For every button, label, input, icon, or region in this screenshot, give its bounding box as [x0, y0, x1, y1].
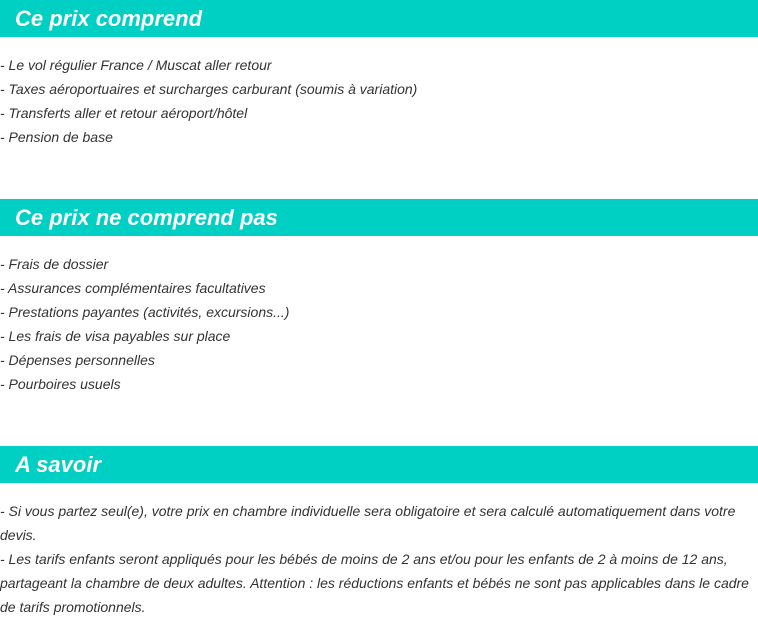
- section-title: Ce prix ne comprend pas: [15, 205, 278, 230]
- included-list: [0, 53, 758, 149]
- list-item: - Le vol régulier France / Muscat aller retour: [0, 57, 272, 73]
- list-item: - Frais de dossier: [0, 256, 109, 272]
- list-item: - Assurances complémentaires facultatives: [0, 280, 266, 296]
- list-item: - Transferts aller et retour aéroport/hôtel: [0, 105, 248, 121]
- info-paragraph: - Si vous partez seul(e), votre prix en chambre individuelle sera obligatoire et sera calculé automatiquement dans votre devis.: [0, 503, 736, 543]
- section-good-to-know: [0, 446, 758, 619]
- list-item: - Pension de base: [0, 129, 113, 145]
- excluded-list: [0, 252, 758, 396]
- section-header-banner: [0, 199, 758, 236]
- info-paragraphs: [0, 499, 758, 619]
- section-price-excludes: [0, 199, 758, 396]
- section-header-banner: [0, 0, 758, 37]
- list-item: - Les frais de visa payables sur place: [0, 328, 231, 344]
- section-title: Ce prix comprend: [15, 6, 203, 31]
- section-header-banner: [0, 446, 758, 483]
- list-item: - Pourboires usuels: [0, 376, 121, 392]
- section-price-includes: [0, 0, 758, 149]
- info-paragraph: - Les tarifs enfants seront appliqués pour les bébés de moins de 2 ans et/ou pour les enfants de 2 à moins de 12 ans, partageant la chambre de deux adultes. Attention : les réductions enfants et bébés ne sont pas applicables dans le cadre de tarifs promotionnels.: [0, 551, 749, 615]
- list-item: - Prestations payantes (activités, excursions...): [0, 304, 290, 320]
- list-item: - Taxes aéroportuaires et surcharges carburant (soumis à variation): [0, 81, 418, 97]
- list-item: - Dépenses personnelles: [0, 352, 155, 368]
- section-title: A savoir: [15, 452, 102, 477]
